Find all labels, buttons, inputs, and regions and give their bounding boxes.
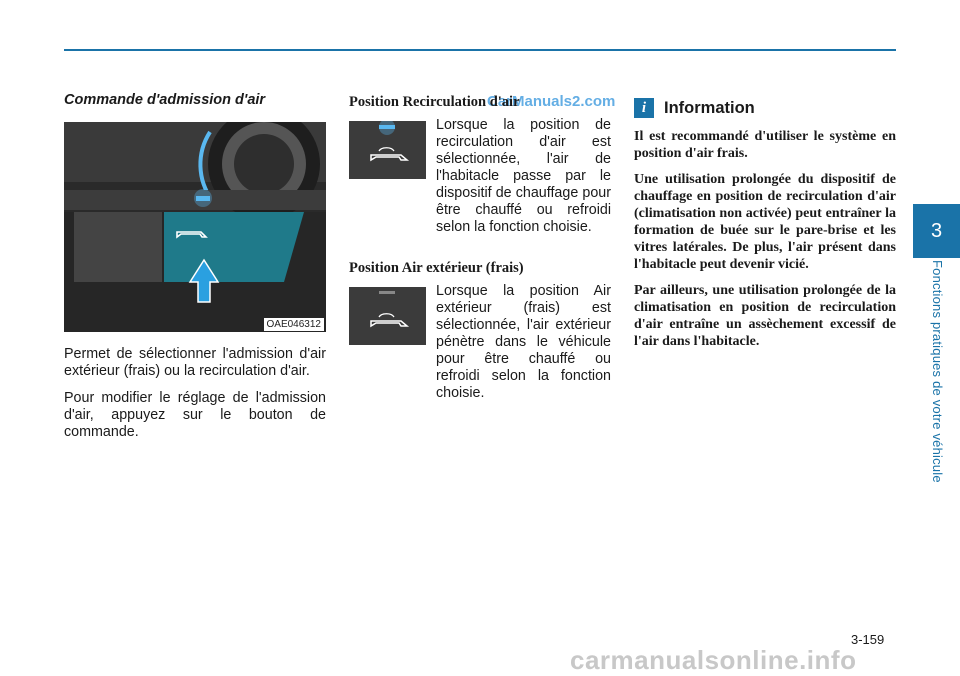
- paragraph: Permet de sélectionner l'admission d'air extérieur (frais) ou la recirculation d'air.: [64, 346, 326, 379]
- watermark-footer: carmanualsonline.info: [570, 645, 857, 675]
- paragraph: Pour modifier le réglage de l'admission d'air, appuyez sur le bouton de commande.: [64, 390, 326, 440]
- section-heading: Commande d'admission d'air: [64, 92, 266, 108]
- column-1: [64, 88, 326, 451]
- info-paragraph: Il est recommandé d'utiliser le système en position d'air frais.: [634, 129, 896, 161]
- info-title: Information: [664, 98, 755, 117]
- car-recirculation-icon: [349, 121, 426, 179]
- column-3: [634, 88, 896, 359]
- info-header: [634, 98, 896, 118]
- info-icon: i: [634, 98, 654, 118]
- fresh-air-block: [349, 283, 611, 402]
- chapter-tab: [913, 204, 960, 258]
- fresh-air-button-image: [349, 287, 426, 345]
- recirculation-button-image: [349, 121, 426, 179]
- recirculation-heading: Position Recirculation d'air: [349, 94, 520, 110]
- info-paragraph: Par ailleurs, une utilisation prolongée de la climatisation en position de recirculation d'air entraîne un assèchement excessif de l'air dans l'habitacle.: [634, 283, 896, 349]
- fresh-air-heading: Position Air extérieur (frais): [349, 260, 524, 276]
- chapter-title: Fonctions pratiques de votre véhicule: [930, 260, 945, 483]
- column-2: [349, 88, 611, 402]
- watermark-top: CarManuals2.com: [487, 93, 616, 110]
- info-paragraph: Une utilisation prolongée du dispositif de chauffage en position de recirculation d'air (climatisation non activée) peut entraîner la formation de buée sur le pare-brise et les vitres latérales. De plus, l'air présent dans l'habitacle peut devenir vicié.: [634, 172, 896, 272]
- top-rule: [64, 49, 896, 51]
- control-panel-photo: [64, 122, 326, 332]
- control-panel-illustration: [64, 122, 326, 332]
- recirculation-block: [349, 117, 611, 236]
- fresh-air-text: Lorsque la position Air extérieur (frais) est sélectionnée, l'air extérieur pénètre dans le véhicule pour être chauffé ou refroidi selon la fonction choisie.: [436, 283, 611, 401]
- page-number: 3-159: [851, 632, 885, 647]
- recirculation-text: Lorsque la position de recirculation d'air est sélectionnée, l'air de l'habitacle passe par le dispositif de chauffage pour être chauffé ou refroidi selon la fonction choisie.: [436, 117, 611, 235]
- car-fresh-air-icon: [349, 287, 426, 345]
- photo-code: OAE046312: [264, 318, 325, 331]
- chapter-number: 3: [930, 220, 943, 242]
